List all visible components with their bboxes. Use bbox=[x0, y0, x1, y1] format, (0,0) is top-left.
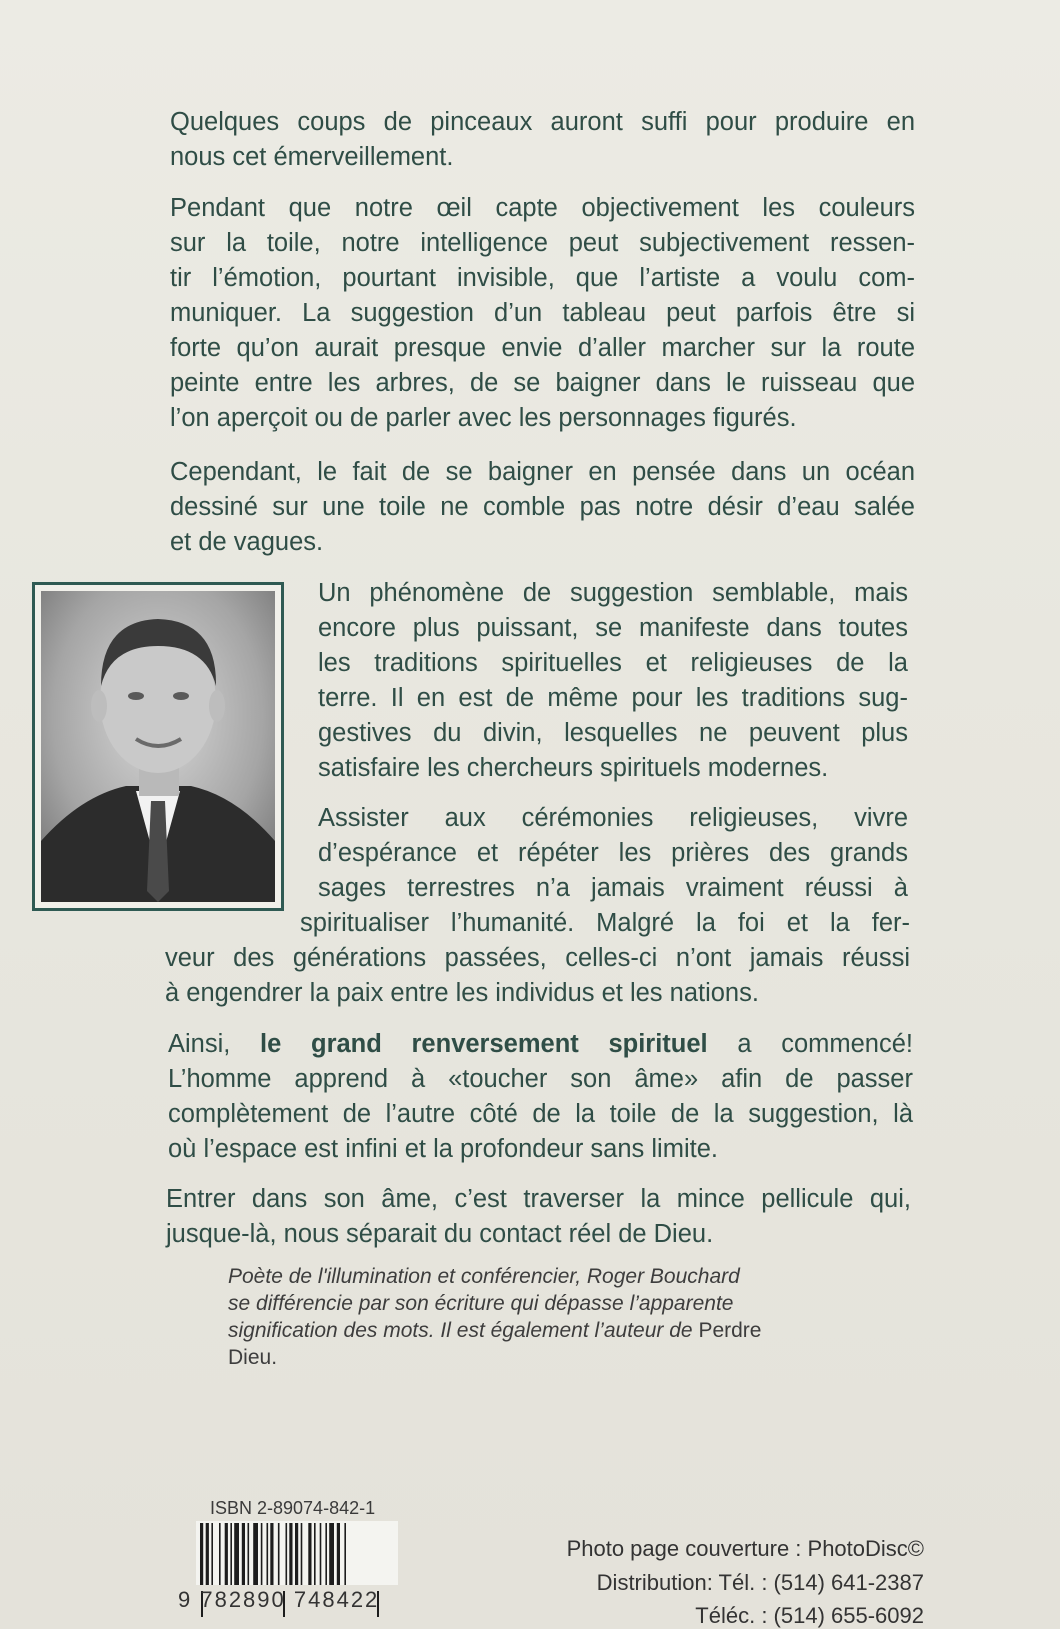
text-line: sages terrestres n’a jamais vraiment réussi à bbox=[318, 874, 908, 902]
text-prefix: Ainsi, bbox=[168, 1030, 231, 1058]
barcode-bar bbox=[289, 1523, 292, 1585]
barcode-bar bbox=[329, 1523, 334, 1585]
paragraph-7 bbox=[166, 1182, 911, 1252]
text-line: gestives du divin, lesquelles ne peuvent plus bbox=[318, 719, 908, 747]
barcode-bar bbox=[301, 1523, 303, 1585]
isbn-label: ISBN 2-89074-842-1 bbox=[210, 1498, 376, 1518]
text-line: et de vagues. bbox=[170, 528, 324, 556]
text-line: terre. Il en est de même pour les traditions sug- bbox=[318, 684, 908, 712]
paragraph-2 bbox=[170, 191, 915, 436]
book-title: Perdre bbox=[698, 1319, 762, 1342]
barcode-bar bbox=[325, 1523, 327, 1585]
barcode-bar bbox=[248, 1523, 250, 1585]
text-line: Pendant que notre œil capte objectivement les couleurs bbox=[170, 194, 915, 222]
text-line bbox=[168, 1027, 913, 1062]
text-line: Un phénomène de suggestion semblable, mais bbox=[318, 579, 908, 607]
barcode-bar bbox=[337, 1523, 340, 1585]
barcode-bar bbox=[200, 1523, 203, 1585]
paragraph-3 bbox=[170, 455, 915, 560]
emphasis-title: le grand renversement spirituel bbox=[260, 1030, 708, 1058]
text-line: l’on aperçoit ou de parler avec les personnages figurés. bbox=[170, 404, 797, 432]
paragraph-5-continued bbox=[165, 906, 910, 1011]
text-line: L’homme apprend à «toucher son âme» afin de passer bbox=[168, 1065, 913, 1093]
barcode-bar bbox=[261, 1523, 263, 1585]
barcode-bar bbox=[295, 1523, 298, 1585]
photo-credit: Photo page couverture : PhotoDisc© bbox=[566, 1536, 924, 1561]
text-line: d’espérance et répéter les prières des grands bbox=[318, 839, 908, 867]
barcode-bar bbox=[344, 1523, 346, 1585]
text-line: dessiné sur une toile ne comble pas notre désir d’eau salée bbox=[170, 493, 915, 521]
fax-number: Téléc. : (514) 655-6092 bbox=[695, 1603, 924, 1628]
text-line: Cependant, le fait de se baigner en pensée dans un océan bbox=[170, 458, 915, 486]
barcode-bar bbox=[308, 1523, 311, 1585]
text-line: nous cet émerveillement. bbox=[170, 143, 454, 171]
paragraph-5 bbox=[318, 801, 908, 906]
barcode-bar bbox=[320, 1523, 322, 1585]
text-line: complètement de l’autre côté de la toile de la suggestion, là bbox=[168, 1100, 913, 1128]
text-line: muniquer. La suggestion d’un tableau peut parfois être si bbox=[170, 299, 915, 327]
text-line: Assister aux cérémonies religieuses, vivre bbox=[318, 804, 908, 832]
barcode-bar bbox=[234, 1523, 239, 1585]
barcode-digits: 9 782890 748422 bbox=[178, 1587, 380, 1612]
barcode-bar bbox=[219, 1523, 221, 1585]
author-bio bbox=[228, 1263, 848, 1371]
text-line: veur des générations passées, celles-ci n’ont jamais réussi bbox=[165, 944, 910, 972]
bio-line-text: signification des mots. Il est également l’auteur de bbox=[228, 1319, 693, 1342]
paragraph-4 bbox=[318, 576, 908, 786]
text-line: satisfaire les chercheurs spirituels modernes. bbox=[318, 754, 829, 782]
barcode-bar bbox=[286, 1523, 288, 1585]
author-photo bbox=[41, 591, 275, 902]
distribution-phone: Distribution: Tél. : (514) 641-2387 bbox=[596, 1570, 924, 1595]
text-line: les traditions spirituelles et religieuses de la bbox=[318, 649, 908, 677]
bio-line: se différencie par son écriture qui dépasse l’apparente bbox=[228, 1292, 734, 1315]
barcode-bar bbox=[314, 1523, 316, 1585]
text-line: peinte entre les arbres, de se baigner dans le ruisseau que bbox=[170, 369, 915, 397]
bio-line: Poète de l'illumination et conférencier, Roger Bouchard bbox=[228, 1265, 740, 1288]
text-line: sur la toile, notre intelligence peut subjectivement ressen- bbox=[170, 229, 915, 257]
text-line: tir l’émotion, pourtant invisible, que l’artiste a voulu com- bbox=[170, 264, 915, 292]
barcode-bar bbox=[225, 1523, 228, 1585]
bio-line bbox=[228, 1317, 848, 1344]
barcode-bar bbox=[253, 1523, 258, 1585]
text-line: à engendrer la paix entre les individus et les nations. bbox=[165, 979, 759, 1007]
text-line: encore plus puissant, se manifeste dans toutes bbox=[318, 614, 908, 642]
barcode-bar bbox=[242, 1523, 245, 1585]
text-line: Entrer dans son âme, c’est traverser la mince pellicule qui, bbox=[166, 1185, 911, 1213]
text-line: forte qu’on aurait presque envie d’aller marcher sur la route bbox=[170, 334, 915, 362]
book-title-end: Dieu. bbox=[228, 1346, 278, 1369]
barcode-bar bbox=[230, 1523, 232, 1585]
text-line: Quelques coups de pinceaux auront suffi pour produire en bbox=[170, 108, 915, 136]
text-line: où l’espace est infini et la profondeur sans limite. bbox=[168, 1135, 718, 1163]
barcode-bar bbox=[270, 1523, 273, 1585]
paragraph-1 bbox=[170, 105, 915, 175]
barcode-bar bbox=[206, 1523, 209, 1585]
paragraph-6 bbox=[168, 1027, 913, 1167]
text-suffix: a commencé! bbox=[737, 1030, 913, 1058]
author-photo-frame bbox=[32, 582, 284, 911]
barcode-bar bbox=[267, 1523, 269, 1585]
text-line: spiritualiser l’humanité. Malgré la foi et la fer- bbox=[300, 909, 910, 937]
barcode-bar bbox=[278, 1523, 280, 1585]
text-line: jusque-là, nous séparait du contact réel de Dieu. bbox=[166, 1220, 714, 1248]
barcode-bar bbox=[211, 1523, 213, 1585]
